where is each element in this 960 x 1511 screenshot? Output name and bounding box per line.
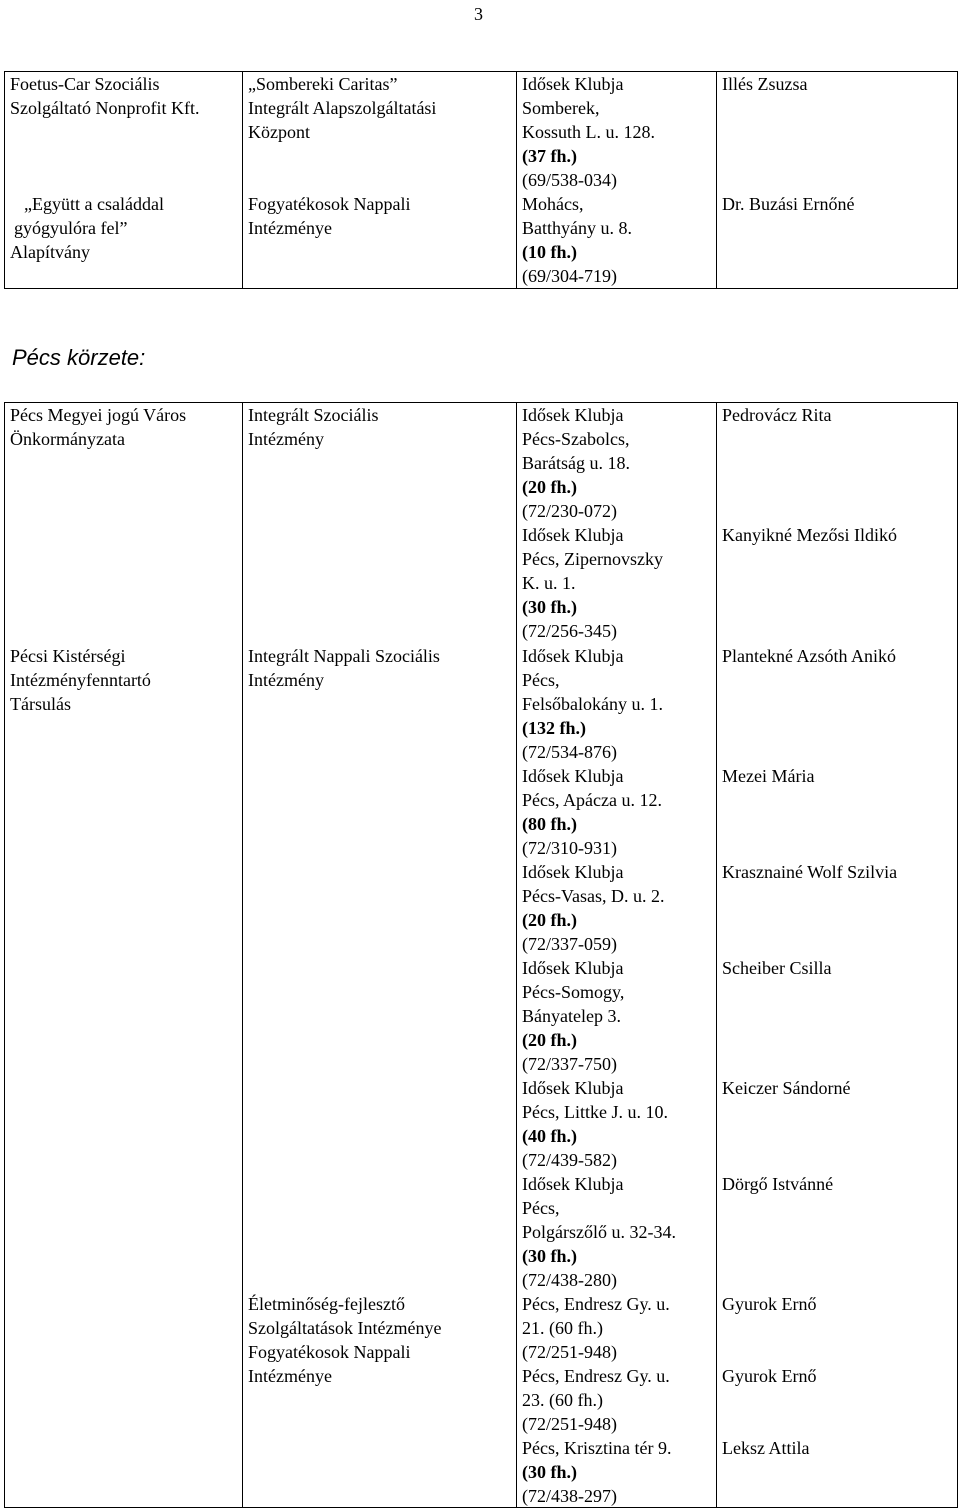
s2-site-1: [522, 403, 714, 523]
phone-line: (69/304-719): [522, 266, 617, 286]
s2-leader-6: [722, 956, 955, 980]
phone-line: (72/230-072): [522, 501, 617, 521]
text-line: Scheiber Csilla: [722, 958, 832, 978]
s1-leader-1: [722, 72, 955, 96]
capacity-line: (10 fh.): [522, 242, 577, 262]
s2-col1-cell: [5, 403, 242, 1507]
text-line: Barátság u. 18.: [522, 453, 630, 473]
text-line: Szolgáltató Nonprofit Kft.: [10, 98, 200, 118]
capacity-line: (80 fh.): [522, 814, 577, 834]
s2-institution-3: [248, 1292, 514, 1388]
s2-site-4: [522, 764, 714, 860]
capacity-line: (132 fh.): [522, 718, 586, 738]
text-line: Felsőbalokány u. 1.: [522, 694, 663, 714]
text-line: Pécs,: [522, 1198, 560, 1218]
s1-col3-cell: [517, 72, 716, 288]
text-line: Pedrovácz Rita: [722, 405, 832, 425]
capacity-line: (20 fh.): [522, 477, 577, 497]
text-line: Polgárszőlő u. 32-34.: [522, 1222, 676, 1242]
text-line: Mohács,: [522, 194, 584, 214]
text-line: Pécs-Szabolcs,: [522, 429, 630, 449]
text-line: Pécs,: [522, 670, 560, 690]
text-line: Somberek,: [522, 98, 600, 118]
s2-provider-1: [10, 403, 240, 451]
s2-site-7: [522, 1076, 714, 1172]
s2-leader-8: [722, 1172, 955, 1196]
text-line: Intézménye: [248, 1366, 332, 1386]
capacity-line: (40 fh.): [522, 1126, 577, 1146]
text-line: Idősek Klubja: [522, 525, 624, 545]
text-line: Plantekné Azsóth Anikó: [722, 646, 896, 666]
s1-site-1: [522, 72, 714, 192]
text-line: Mezei Mária: [722, 766, 815, 786]
text-line: Illés Zsuzsa: [722, 74, 808, 94]
phone-line: (72/251-948): [522, 1342, 617, 1362]
text-line: 23. (60 fh.): [522, 1390, 603, 1410]
s1-institution-2: [248, 192, 514, 240]
text-line: Intézmény: [248, 429, 324, 449]
s1-institution-1: [248, 72, 514, 144]
text-line: Gyurok Ernő: [722, 1366, 817, 1386]
text-line: Pécs-Vasas, D. u. 2.: [522, 886, 665, 906]
text-line: Dr. Buzási Ernőné: [722, 194, 855, 214]
section-heading: Pécs körzete:: [12, 345, 146, 370]
phone-line: (72/438-280): [522, 1270, 617, 1290]
text-line: gyógyulóra fel”: [14, 218, 128, 238]
text-line: Központ: [248, 122, 310, 142]
phone-line: (72/534-876): [522, 742, 617, 762]
s2-col2-cell: [243, 403, 516, 1507]
s2-institution-2: [248, 644, 514, 692]
s1-col4-cell: [717, 72, 957, 288]
text-line: Pécs Megyei jogú Város: [10, 405, 187, 425]
s2-col3-cell: [517, 403, 716, 1507]
s2-site-2: [522, 523, 714, 643]
s2-site-9: [522, 1292, 714, 1364]
text-line: Bányatelep 3.: [522, 1006, 621, 1026]
text-line: Pécs, Endresz Gy. u.: [522, 1366, 670, 1386]
s1-leader-2: [722, 192, 955, 216]
s2-site-5: [522, 860, 714, 956]
capacity-line: (30 fh.): [522, 597, 577, 617]
text-line: Krasznainé Wolf Szilvia: [722, 862, 898, 882]
s1-provider-2: [10, 192, 240, 264]
providers-table-pecs: [4, 402, 958, 1508]
s2-leader-1: [722, 403, 955, 427]
phone-line: (72/439-582): [522, 1150, 617, 1170]
text-line: Pécs, Endresz Gy. u.: [522, 1294, 670, 1314]
s1-col1-cell: [5, 72, 242, 288]
text-line: Idősek Klubja: [522, 862, 624, 882]
text-line: „Együtt a családdal: [24, 194, 164, 214]
text-line: Integrált Szociális: [248, 405, 379, 425]
phone-line: (72/337-059): [522, 934, 617, 954]
text-line: „Sombereki Caritas”: [248, 74, 398, 94]
s2-site-11: [522, 1436, 714, 1508]
s2-leader-11: [722, 1436, 955, 1460]
text-line: Idősek Klubja: [522, 1078, 624, 1098]
s1-col2-cell: [243, 72, 516, 288]
page-number: 3: [474, 4, 483, 24]
s2-site-3: [522, 644, 714, 764]
text-line: Dörgő Istvánné: [722, 1174, 834, 1194]
capacity-line: (30 fh.): [522, 1462, 577, 1482]
s2-leader-3: [722, 644, 955, 668]
text-line: Kanyikné Mezősi Ildikó: [722, 525, 897, 545]
capacity-line: (37 fh.): [522, 146, 577, 166]
s2-leader-9: [722, 1292, 955, 1316]
text-line: Keiczer Sándorné: [722, 1078, 851, 1098]
s2-site-10: [522, 1364, 714, 1436]
text-line: Idősek Klubja: [522, 74, 624, 94]
text-line: Intézményfenntartó: [10, 670, 151, 690]
text-line: Idősek Klubja: [522, 958, 624, 978]
text-line: Integrált Nappali Szociális: [248, 646, 440, 666]
text-line: Fogyatékosok Nappali: [248, 194, 411, 214]
text-line: 21. (60 fh.): [522, 1318, 603, 1338]
s1-site-2: [522, 192, 714, 288]
text-line: Intézménye: [248, 218, 332, 238]
phone-line: (72/438-297): [522, 1486, 617, 1506]
text-line: Fogyatékosok Nappali: [248, 1342, 411, 1362]
text-line: Társulás: [10, 694, 71, 714]
text-line: Idősek Klubja: [522, 646, 624, 666]
capacity-line: (20 fh.): [522, 910, 577, 930]
s2-site-6: [522, 956, 714, 1076]
text-line: Pécs, Littke J. u. 10.: [522, 1102, 668, 1122]
phone-line: (72/256-345): [522, 621, 617, 641]
text-line: Idősek Klubja: [522, 405, 624, 425]
text-line: Alapítvány: [10, 242, 90, 262]
s2-leader-7: [722, 1076, 955, 1100]
text-line: Pécs-Somogy,: [522, 982, 625, 1002]
text-line: Foetus-Car Szociális: [10, 74, 160, 94]
s2-institution-1: [248, 403, 514, 451]
text-line: Önkormányzata: [10, 429, 125, 449]
text-line: Pécs, Zipernovszky: [522, 549, 663, 569]
text-line: Integrált Alapszolgáltatási: [248, 98, 437, 118]
providers-table-top: [4, 71, 958, 289]
text-line: Idősek Klubja: [522, 1174, 624, 1194]
s2-leader-4: [722, 764, 955, 788]
s1-provider-1: [10, 72, 240, 120]
text-line: Pécs, Apácza u. 12.: [522, 790, 662, 810]
s2-leader-10: [722, 1364, 955, 1388]
text-line: Batthyány u. 8.: [522, 218, 632, 238]
text-line: Szolgáltatások Intézménye: [248, 1318, 442, 1338]
s2-col4-cell: [717, 403, 957, 1507]
text-line: Leksz Attila: [722, 1438, 810, 1458]
text-line: Életminőség-fejlesztő: [248, 1294, 405, 1314]
text-line: Intézmény: [248, 670, 324, 690]
s2-provider-2: [10, 644, 240, 716]
phone-line: (72/251-948): [522, 1414, 617, 1434]
text-line: Kossuth L. u. 128.: [522, 122, 656, 142]
capacity-line: (20 fh.): [522, 1030, 577, 1050]
phone-line: (72/310-931): [522, 838, 617, 858]
phone-line: (72/337-750): [522, 1054, 617, 1074]
text-line: K. u. 1.: [522, 573, 576, 593]
text-line: Idősek Klubja: [522, 766, 624, 786]
capacity-line: (30 fh.): [522, 1246, 577, 1266]
text-line: Pécsi Kistérségi: [10, 646, 126, 666]
text-line: Pécs, Krisztina tér 9.: [522, 1438, 672, 1458]
s2-site-8: [522, 1172, 714, 1292]
text-line: Gyurok Ernő: [722, 1294, 817, 1314]
phone-line: (69/538-034): [522, 170, 617, 190]
s2-leader-5: [722, 860, 955, 884]
s2-leader-2: [722, 523, 955, 547]
